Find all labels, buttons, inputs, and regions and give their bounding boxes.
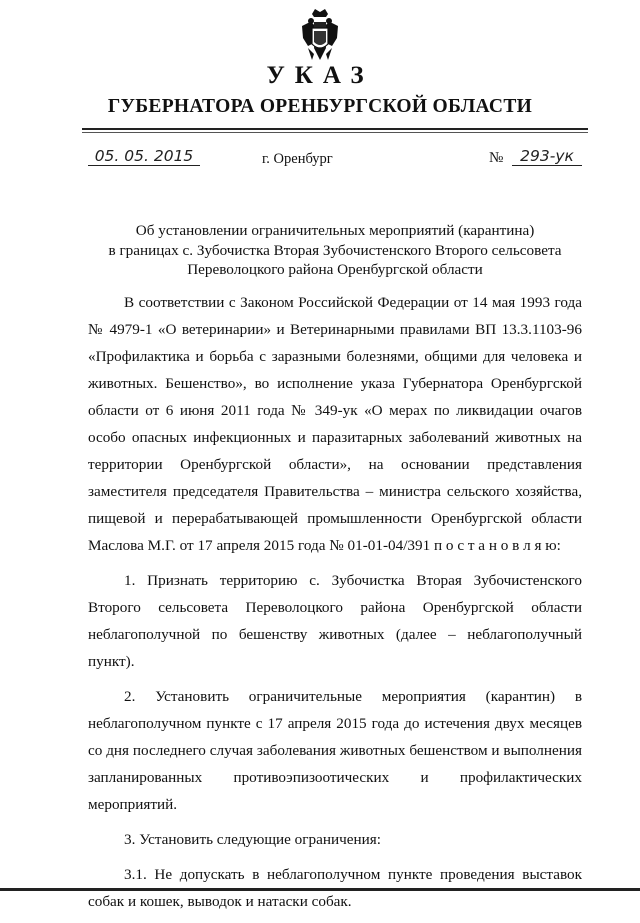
issuer-title: ГУБЕРНАТОРА ОРЕНБУРГСКОЙ ОБЛАСТИ (107, 96, 533, 117)
header-divider (82, 128, 588, 130)
coat-of-arms-icon (300, 8, 340, 66)
decree-heading (80, 221, 590, 280)
heading-line: Об установлении ограничительных мероприятий (карантина) (135, 222, 535, 239)
heading-line: Переволоцкого района Оренбургской области (187, 261, 483, 278)
document-type-title: УКАЗ (266, 62, 374, 89)
decree-body (88, 289, 582, 923)
number-sign: № (489, 150, 504, 166)
footer-divider (0, 888, 640, 891)
decree-date: 05. 05. 2015 (88, 147, 200, 166)
body-paragraph-1: 1. Признать территорию с. Зубочистка Вторая Зубочистенского Второго сельсовета Переволоцкого района Оренбургской области неблагополучной по бешенству животных (далее – неблагополучный пункт). (88, 572, 582, 670)
header-divider-thin (82, 132, 588, 133)
decree-city: г. Оренбург (262, 151, 333, 167)
body-paragraph-3: 3. Установить следующие ограничения: (124, 831, 381, 848)
body-paragraph-preamble: В соответствии с Законом Российской Федерации от 14 мая 1993 года № 4979-1 «О ветеринарии» и Ветеринарными правилами ВП 13.3.1103-96 «Профилактика и борьба с заразными болезнями, общими для человека и животных. Бешенство», во исполнение указа Губернатора Оренбургской области от 6 июня 2011 года № 349-ук «О мерах по ликвидации очагов особо опасных инфекционных и паразитарных заболеваний животных на территории Оренбургской области», на основании представления заместителя председателя Правительства – министра сельского хозяйства, пищевой и перерабатывающей промышленности Оренбургской области Маслова М.Г. от 17 апреля 2015 года № 01-01-04/391 п о с т а н о в л я ю: (88, 294, 582, 554)
body-paragraph-3-1: 3.1. Не допускать в неблагополучном пункте проведения выставок собак и кошек, выводок и натаски собак. (88, 866, 582, 910)
body-paragraph-2: 2. Установить ограничительные мероприятия (карантин) в неблагополучном пункте с 17 апреля 2015 года до истечения двух месяцев со дня последнего случая заболевания животных бешенством и выполнения запланированных противоэпизоотических и профилактических мероприятий. (88, 688, 582, 813)
decree-number: 293-ук (512, 147, 582, 166)
heading-line: в границах с. Зубочистка Вторая Зубочистенского Второго сельсовета (108, 241, 562, 259)
